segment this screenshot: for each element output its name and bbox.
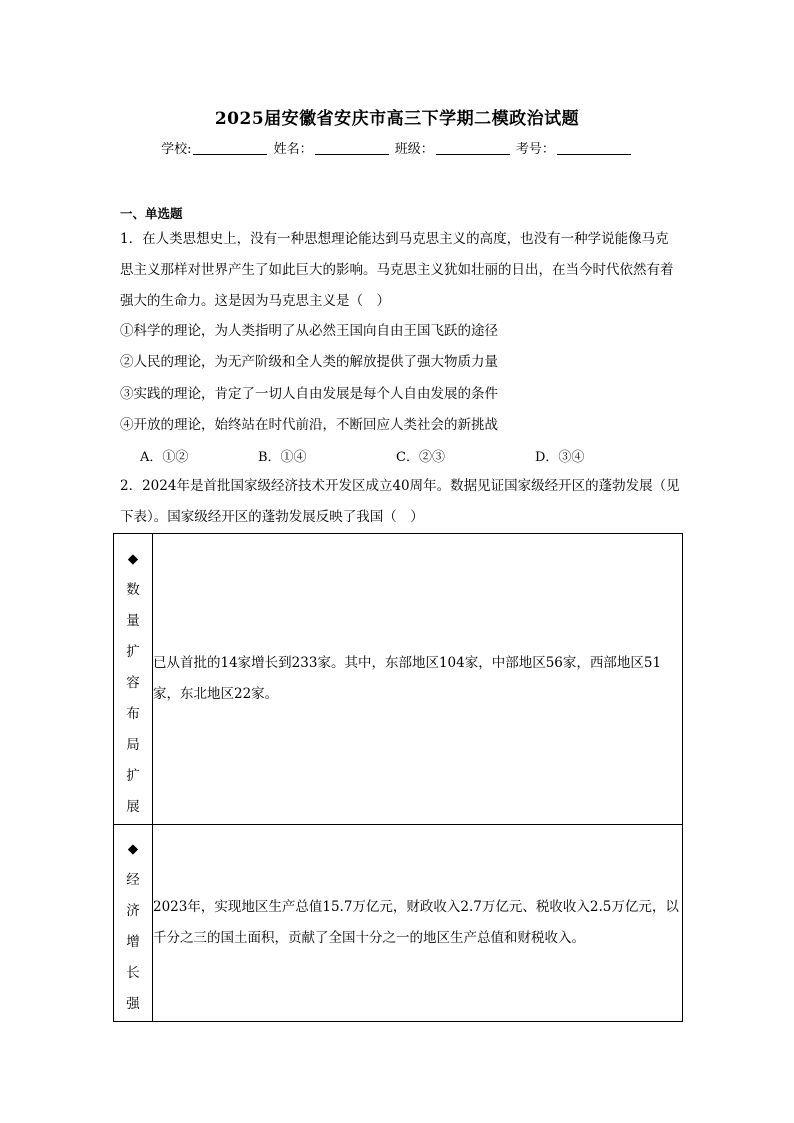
- row-label-char: 经: [126, 872, 140, 888]
- name-label: 姓名：: [273, 142, 313, 157]
- student-info-line: [0, 138, 794, 157]
- diamond-icon: ◆: [127, 550, 139, 567]
- row-label-char: 强: [126, 996, 140, 1012]
- question-1-statement: ③实践的理论，肯定了一切人自由发展是每个人自由发展的条件: [120, 386, 498, 402]
- question-2-text: 2．2024年是首批国家级经济技术开发区成立40周年。数据见证国家级经开区的蓬勃发展（见下表）。国家级经开区的蓬勃发展反映了我国（ ）: [120, 478, 680, 525]
- diamond-icon: ◆: [127, 841, 139, 857]
- row-label-cell: [114, 825, 153, 1022]
- row-label-char: 展: [126, 798, 140, 815]
- exam-no-blank[interactable]: [557, 142, 631, 155]
- exam-title: 2025届安徽省安庆市高三下学期二模政治试题: [214, 109, 580, 129]
- row-label-char: 济: [126, 903, 140, 919]
- row-label-char: 增: [126, 934, 140, 950]
- row-label-char: 数: [126, 581, 140, 598]
- row-label-cell: [114, 534, 153, 825]
- row-content-cell: 已从首批的14家增长到233家。其中，东部地区104家，中部地区56家，西部地区51家，东北地区22家。: [153, 534, 683, 825]
- development-table: [113, 533, 683, 1022]
- row-label-char: 长: [126, 965, 140, 981]
- choice-b[interactable]: B．①④: [258, 450, 307, 465]
- section-title: 一、单选题: [120, 206, 183, 221]
- row-label-char: 容: [126, 674, 140, 691]
- choice-a[interactable]: A．①②: [140, 450, 189, 465]
- row-label-char: 局: [126, 736, 140, 753]
- table-row: [114, 825, 683, 1022]
- class-label: 班级：: [394, 142, 434, 157]
- school-blank[interactable]: [193, 142, 267, 155]
- question-1-statement: ②人民的理论，为无产阶级和全人类的解放提供了强大物质力量: [120, 354, 498, 370]
- name-blank[interactable]: [315, 142, 389, 155]
- row-label-char: 扩: [126, 767, 140, 784]
- row-content-cell: 2023年，实现地区生产总值15.7万亿元，财政收入2.7万亿元、税收收入2.5万亿元，以千分之三的国土面积，贡献了全国十分之一的地区生产总值和财税收入。: [153, 825, 683, 1022]
- class-blank[interactable]: [436, 142, 510, 155]
- row-label-char: 量: [126, 612, 140, 629]
- question-1-statement: ④开放的理论，始终站在时代前沿，不断回应人类社会的新挑战: [120, 417, 498, 433]
- question-1-text: 1．在人类思想史上，没有一种思想理论能达到马克思主义的高度，也没有一种学说能像马克思主义那样对世界产生了如此巨大的影响。马克思主义犹如壮丽的日出，在当今时代依然有着强大的生命力。这是因为马克思主义是（ ）: [120, 231, 674, 309]
- exam-no-label: 考号：: [515, 142, 555, 157]
- school-label: 学校:: [161, 142, 192, 157]
- table-row: [114, 534, 683, 825]
- row-label-char: 扩: [126, 643, 140, 660]
- row-label-char: 布: [126, 705, 140, 722]
- choice-d[interactable]: D．③④: [535, 450, 585, 465]
- choice-c[interactable]: C．②③: [396, 450, 445, 465]
- question-1-statement: ①科学的理论，为人类指明了从必然王国向自由王国飞跃的途径: [120, 323, 498, 339]
